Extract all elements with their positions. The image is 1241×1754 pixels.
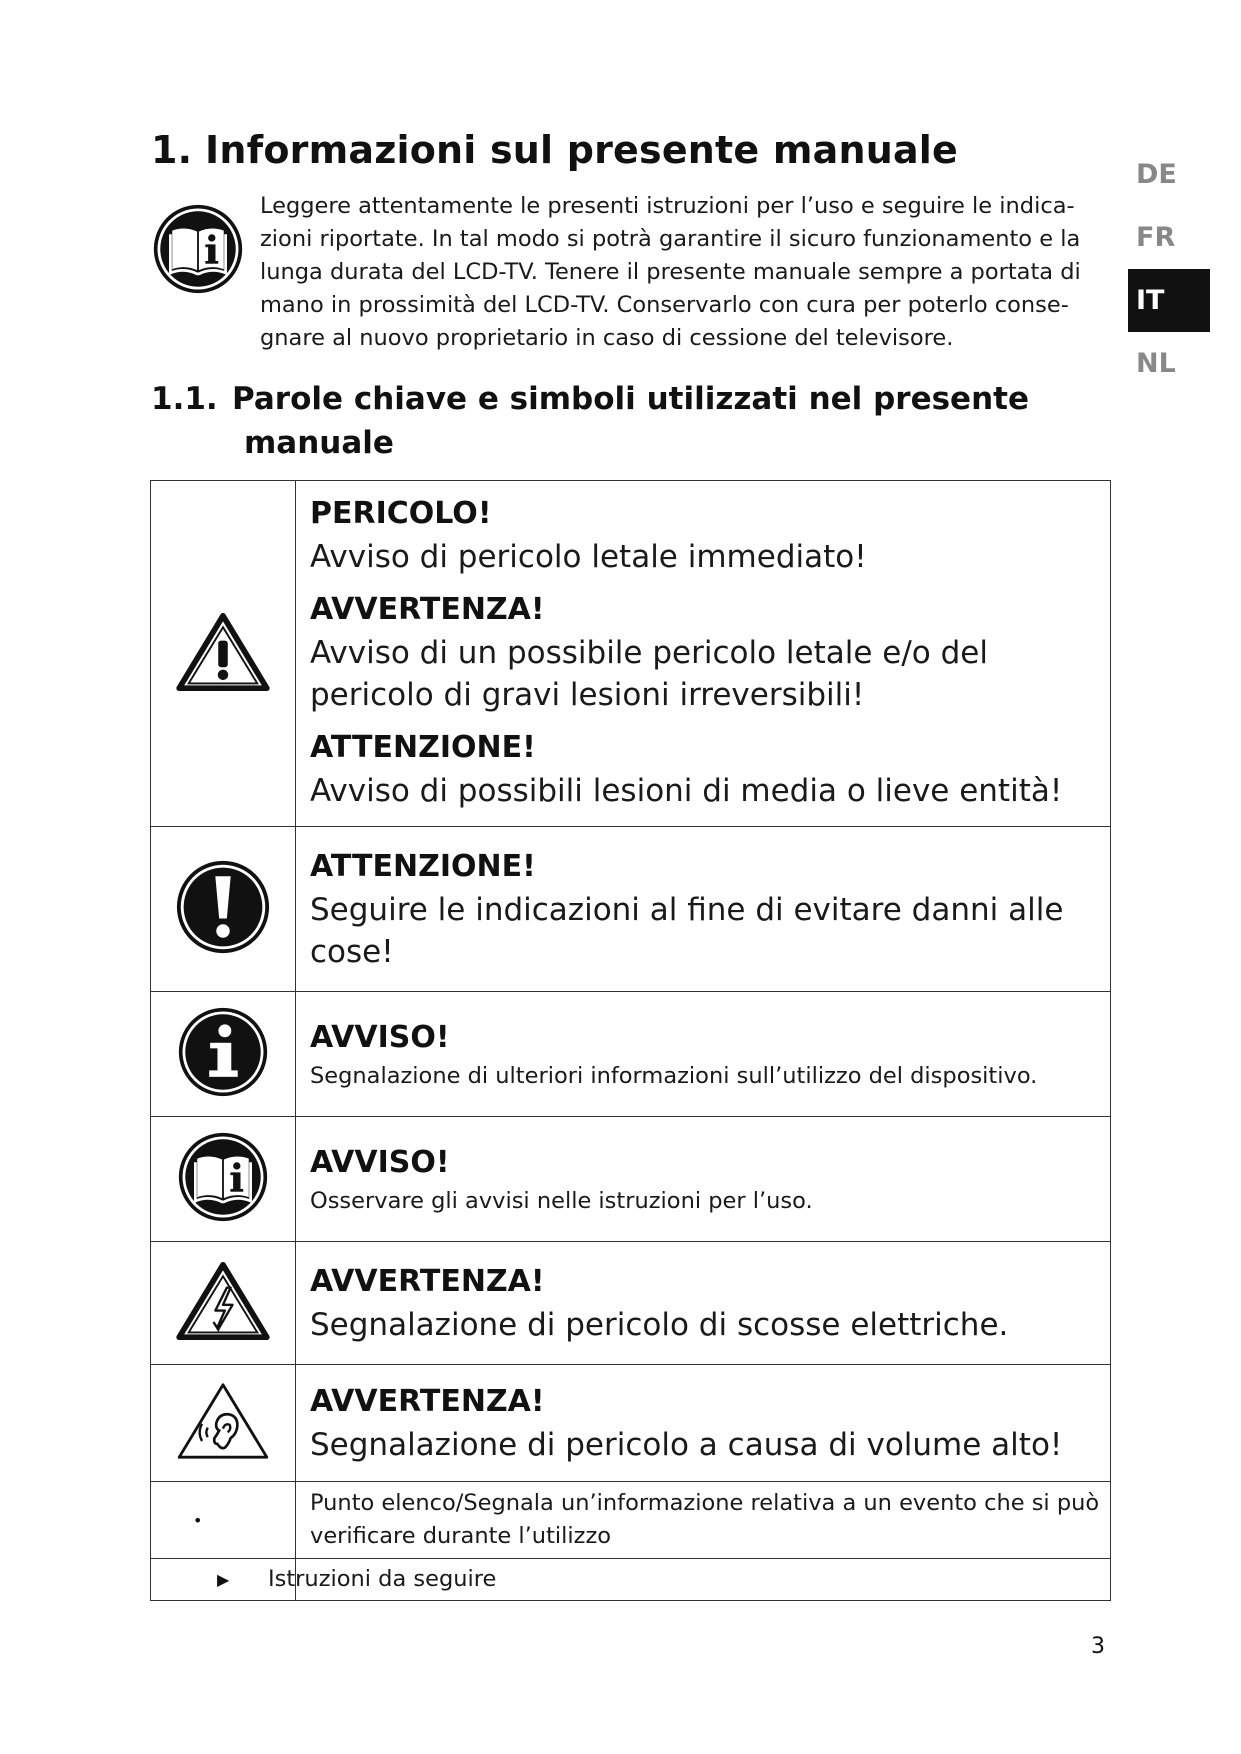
icon-cell (151, 1242, 296, 1365)
keyword-heading: AVVERTENZA! (310, 1264, 545, 1299)
arrow-symbol: ▶ (217, 1570, 230, 1589)
symbols-table (150, 480, 1111, 1601)
keyword-heading: ATTENZIONE! (310, 729, 536, 765)
icon-cell (151, 481, 296, 827)
electric-shock-triangle-icon (175, 1261, 271, 1341)
section-number: 1. (151, 128, 193, 172)
text-cell (296, 1242, 1111, 1365)
keyword-text: Avviso di possibili lesioni di media o lieve entità! (310, 772, 1063, 809)
lang-tab-it[interactable]: IT (1128, 269, 1210, 332)
icon-cell (151, 827, 296, 992)
table-row (151, 1242, 1111, 1365)
keyword-text: Avviso di pericolo letale immediato! (310, 538, 867, 575)
page-number: 3 (1091, 1634, 1105, 1659)
table-row (151, 1482, 1111, 1559)
intro-line: gnare al nuovo proprietario in caso di cessione del televisore. (260, 325, 954, 351)
keyword-heading: AVVISO! (310, 1019, 450, 1055)
icon-cell (151, 1482, 296, 1559)
table-row (151, 1365, 1111, 1482)
table-row (151, 481, 1111, 827)
keyword-text: Segnalazione di pericolo a causa di volume alto! (310, 1427, 1063, 1463)
intro-line: Leggere attentamente le presenti istruzioni per l’uso e seguire le indica- (260, 193, 1075, 219)
intro-line: mano in prossimità del LCD-TV. Conservarlo con cura per poterlo conse- (260, 292, 1069, 318)
text-cell (296, 1482, 1111, 1559)
keyword-heading: AVVISO! (310, 1144, 450, 1180)
intro-line: zioni riportate. In tal modo si potrà garantire il sicuro funzionamento e la (260, 226, 1081, 252)
language-tabs (1128, 143, 1210, 395)
subsection-title-line2: manuale (244, 425, 394, 461)
bullet-text-line1: Punto elenco/Segnala un’informazione relativa a un evento che si può (310, 1490, 1100, 1516)
intro-paragraph (260, 190, 1100, 355)
bullet-symbol: • (193, 1510, 203, 1530)
subsection-title (151, 377, 1029, 465)
keyword-text: Segnalazione di ulteriori informazioni sull’utilizzo del dispositivo. (310, 1062, 1038, 1089)
keyword-text: Osservare gli avvisi nelle istruzioni per l’uso. (310, 1187, 813, 1214)
keyword-heading: ATTENZIONE! (310, 849, 536, 884)
text-cell (296, 481, 1111, 827)
icon-cell (151, 1117, 296, 1242)
icon-cell (151, 992, 296, 1117)
keyword-heading: PERICOLO! (310, 495, 492, 531)
keyword-text: Segnalazione di pericolo di scosse elettriche. (310, 1307, 1009, 1343)
exclamation-circle-icon (175, 859, 271, 955)
keyword-heading: AVVERTENZA! (310, 591, 545, 627)
loud-volume-triangle-icon (175, 1381, 271, 1461)
info-circle-icon (177, 1006, 269, 1098)
lang-tab-de[interactable]: DE (1136, 159, 1177, 190)
text-cell (296, 1117, 1111, 1242)
icon-cell (151, 1365, 296, 1482)
intro-line: lunga durata del LCD-TV. Tenere il presente manuale sempre a portata di (260, 259, 1081, 285)
page-title (151, 128, 958, 172)
subsection-number: 1.1. (151, 381, 218, 417)
table-row (151, 827, 1111, 992)
subsection-title-line1: Parole chiave e simboli utilizzati nel presente (232, 381, 1029, 417)
lang-tab-fr[interactable]: FR (1136, 222, 1176, 253)
table-row (151, 992, 1111, 1117)
lang-tab-nl[interactable]: NL (1136, 348, 1176, 379)
keyword-text: Seguire le indicazioni al fine di evitare danni alle cose! (310, 892, 1064, 970)
manual-info-icon (177, 1131, 269, 1223)
text-cell (296, 1365, 1111, 1482)
table-row (151, 1117, 1111, 1242)
manual-info-icon (152, 203, 244, 295)
text-cell (296, 992, 1111, 1117)
instruction-text: Istruzioni da seguire (268, 1566, 497, 1592)
text-cell (296, 827, 1111, 992)
warning-triangle-icon (175, 612, 271, 692)
keyword-heading: AVVERTENZA! (310, 1384, 545, 1419)
bullet-text-line2: verificare durante l’utilizzo (310, 1523, 612, 1549)
section-title: Informazioni sul presente manuale (205, 128, 958, 172)
keyword-text: Avviso di un possibile pericolo letale e/o del pericolo di gravi lesioni irreversibili! (310, 634, 988, 713)
